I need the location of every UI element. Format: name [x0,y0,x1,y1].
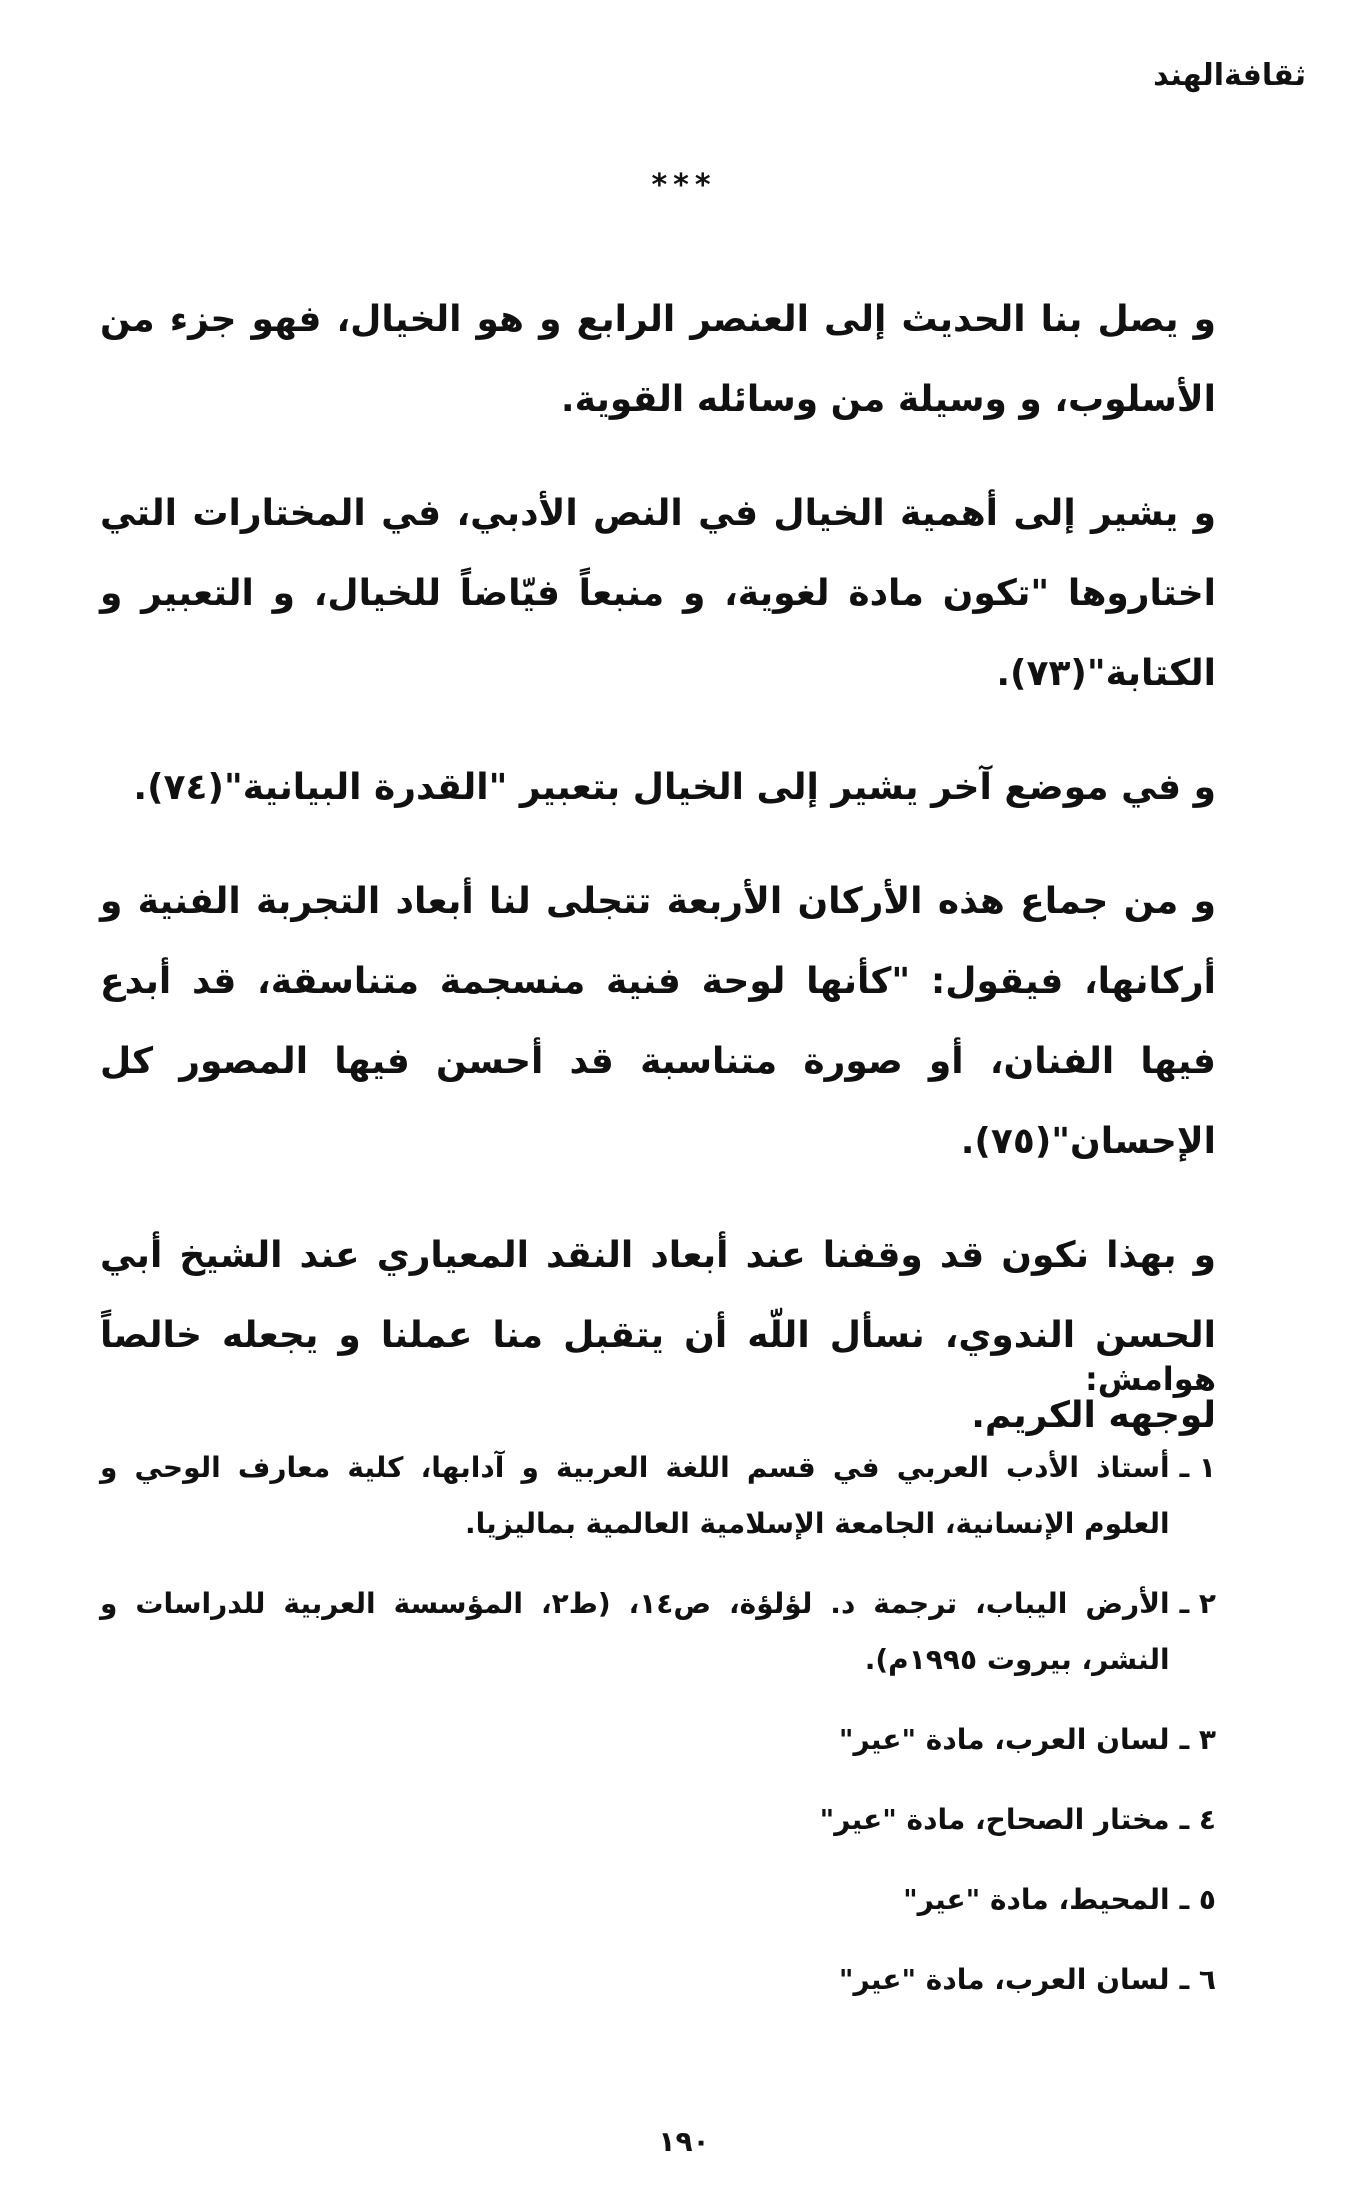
footnote-text: لسان العرب، مادة "عير" [838,1723,1170,1756]
paragraph: و يصل بنا الحديث إلى العنصر الرابع و هو الخيال، فهو جزء من الأسلوب، و وسيلة من وسائله القوية. [100,299,1216,420]
paragraph: و من جماع هذه الأركان الأربعة تتجلى لنا أبعاد التجربة الفنية و أركانها، فيقول: "كأنها لوحة فنية منسجمة متناسقة، قد أبدع فيها الفنان، أو صورة متناسبة قد أحسن فيها المصور كل الإحسان"(٧٥). [100,881,1216,1162]
footnotes-list [100,1440,1216,2032]
paragraph: و بهذا نكون قد وقفنا عند أبعاد النقد المعياري عند الشيخ أبي الحسن الندوي، نسأل اللّه أن يتقبل منا عملنا و يجعله خالصاً لوجهه الكريم. [100,1235,1216,1436]
footnote-text: أستاذ الأدب العربي في قسم اللغة العربية و آدابها، كلية معارف الوحي و العلوم الإنسانية، الجامعة الإسلامية العالمية بماليزيا. [100,1451,1170,1540]
footnote-item [100,1576,1216,1688]
body-text [100,280,1216,1490]
footnote-number: ٥ ـ [1179,1883,1216,1916]
footnote-text: الأرض اليباب، ترجمة د. لؤلؤة، ص١٤، (ط٢، المؤسسة العربية للدراسات و النشر، بيروت ١٩٩٥م). [100,1587,1170,1676]
footnote-item [100,1872,1216,1928]
footnote-item [100,1440,1216,1552]
footnote-number: ٢ ـ [1179,1587,1216,1620]
running-header: ثقافةالهند [1153,58,1306,93]
footnote-text: مختار الصحاح، مادة "عير" [819,1803,1170,1836]
paragraph: و في موضع آخر يشير إلى الخيال بتعبير "القدرة البيانية"(٧٤). [133,767,1216,808]
footnote-item [100,1792,1216,1848]
footnote-number: ٤ ـ [1179,1803,1216,1836]
paragraph: و يشير إلى أهمية الخيال في النص الأدبي، في المختارات التي اختاروها "تكون مادة لغوية، و منبعاً فيّاضاً للخيال، و التعبير و الكتابة"(٧٣). [100,493,1216,694]
footnote-text: لسان العرب، مادة "عير" [838,1963,1170,1996]
footnote-text: المحيط، مادة "عير" [903,1883,1170,1916]
footnote-item [100,1952,1216,2008]
notes-title: هوامش: [1084,1360,1216,1398]
section-separator: *** [651,168,717,203]
footnote-number: ٦ ـ [1179,1963,1216,1996]
footnote-number: ١ ـ [1179,1451,1216,1484]
footnote-number: ٣ ـ [1179,1723,1216,1756]
footnote-item [100,1712,1216,1768]
page-number: ١٩٠ [658,2125,710,2158]
